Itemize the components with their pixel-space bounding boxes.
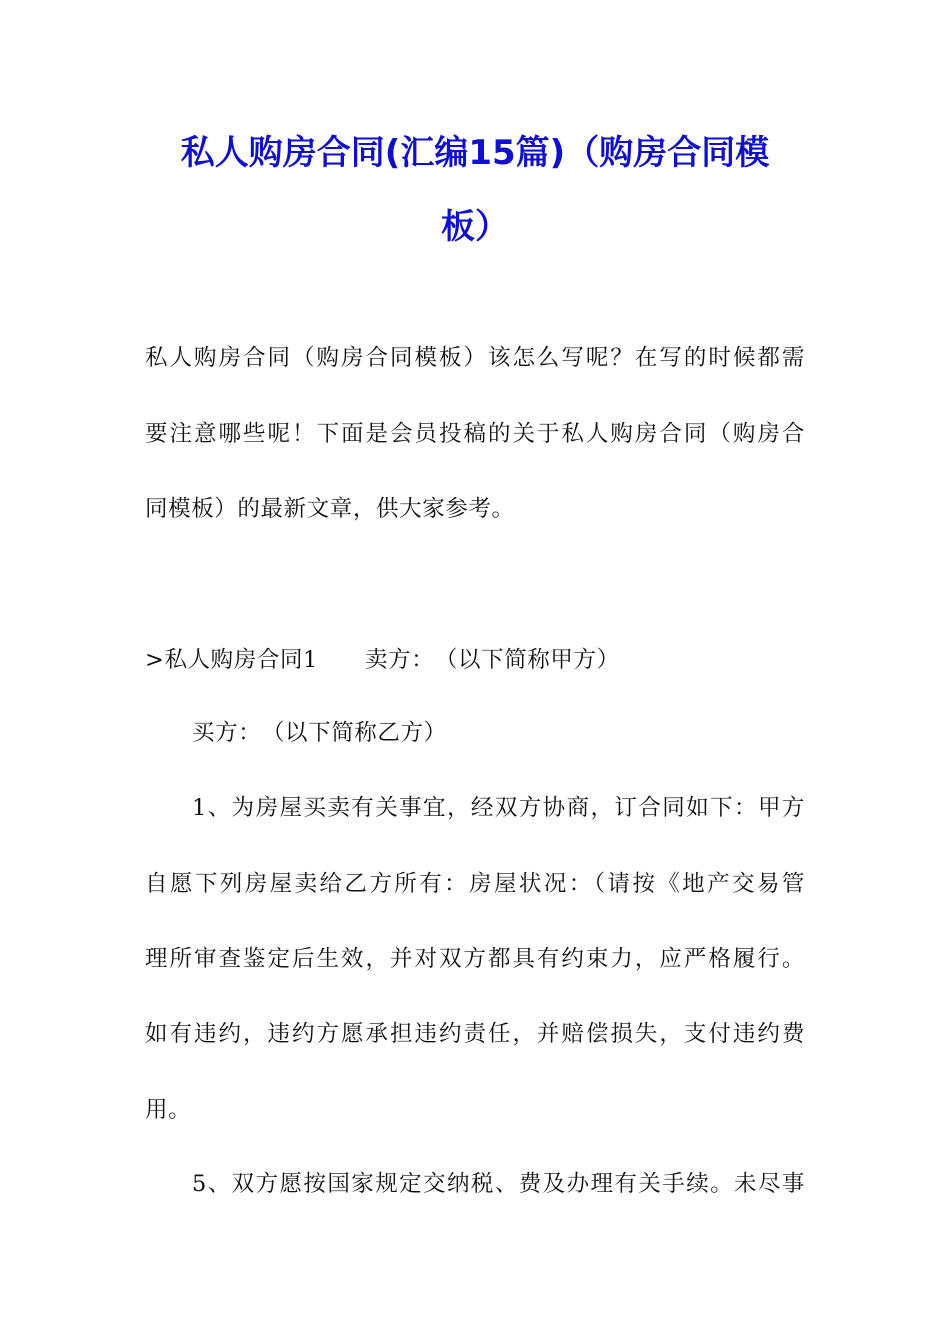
clause-1-line-5: 用。	[145, 1097, 192, 1123]
clause-1-line-4: 如有违约，违约方愿承担违约责任，并赔偿损失，支付违约费	[145, 1021, 805, 1047]
intro-line-1: 私人购房合同（购房合同模板）该怎么写呢？在写的时候都需	[145, 345, 805, 371]
intro-line-2: 要注意哪些呢！下面是会员投稿的关于私人购房合同（购房合	[145, 421, 805, 447]
clause-1-line-3: 理所审查鉴定后生效，并对双方都具有约束力，应严格履行。	[145, 946, 805, 972]
clause-1-line-1: 1、为房屋买卖有关事宜，经双方协商，订合同如下：甲方	[192, 795, 805, 821]
buyer-line: 买方： （以下简称乙方）	[192, 720, 447, 746]
section-1-heading: >私人购房合同1	[145, 647, 318, 673]
document-title-line-2: 板）	[441, 207, 509, 247]
seller-line: 卖方： （以下简称甲方）	[365, 647, 620, 673]
clause-1-line-2: 自愿下列房屋卖给乙方所有：房屋状况：（请按《地产交易管	[145, 871, 805, 897]
clause-5-line-1: 5、双方愿按国家规定交纳税、费及办理有关手续。未尽事	[192, 1171, 805, 1197]
section-1-heading-row	[145, 645, 805, 675]
intro-line-3: 同模板）的最新文章，供大家参考。	[145, 496, 515, 522]
document-title-line-1: 私人购房合同(汇编15篇)（购房合同模	[180, 133, 770, 173]
